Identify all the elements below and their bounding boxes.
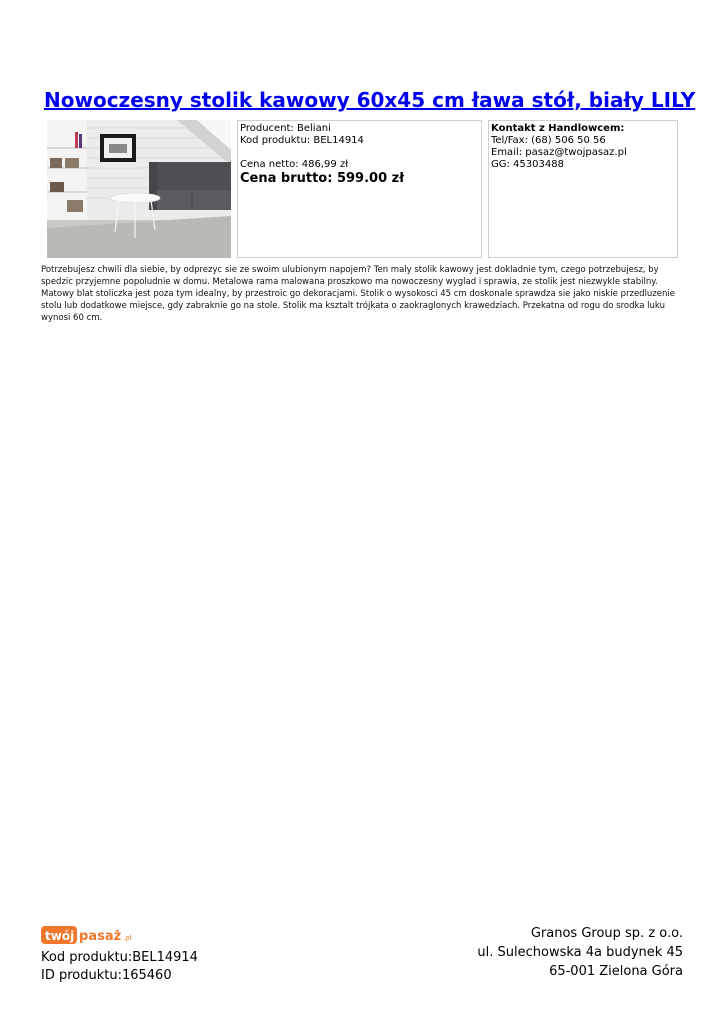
- footer-product-id: ID produktu:165460: [41, 968, 172, 983]
- product-info-box: [237, 120, 482, 258]
- price-net-text: Cena netto: 486,99 zł: [240, 159, 349, 170]
- contact-gg: GG: 45303488: [491, 159, 564, 170]
- company-name: Granos Group sp. z o.o.: [530, 926, 683, 941]
- svg-text:pasaż: pasaż: [79, 929, 122, 944]
- footer-product-code: Kod produktu:BEL14914: [41, 950, 198, 965]
- svg-text:twój: twój: [45, 929, 75, 943]
- product-title-link[interactable]: Nowoczesny stolik kawowy 60x45 cm ława stół, biały LILY: [44, 88, 696, 112]
- twojpasaz-logo: [41, 925, 137, 947]
- product-photo-image: [47, 120, 231, 258]
- contact-phone: Tel/Fax: (68) 506 50 56: [491, 135, 606, 146]
- price-gross-text: Cena brutto: 599.00 zł: [240, 171, 405, 186]
- contact-box: [488, 120, 678, 258]
- contact-email: Email: pasaz@twojpasaz.pl: [491, 147, 627, 158]
- contact-heading: Kontakt z Handlowcem:: [491, 123, 625, 134]
- svg-text:.pl: .pl: [123, 934, 132, 942]
- producer-text: Producent: Beliani: [240, 123, 331, 134]
- product-photo: [47, 120, 231, 258]
- product-code-text: Kod produktu: BEL14914: [240, 135, 364, 146]
- company-city: 65-001 Zielona Góra: [549, 964, 683, 979]
- footer-left: [41, 925, 198, 985]
- product-description: Potrzebujesz chwili dla siebie, by odprezyc sie ze swoim ulubionym napojem? Ten maly stolik kawowy jest dokladnie tym, czego potrzebujesz, by spedzic przyjemne popoludnie w domu. Metalowa rama malowana proszkowo ma nowoczesny wyglad i sprawia, ze stolik jest niezwykle stabilny. Matowy blat stoliczka jest poza tym idealny, by przestroic go dekoracjami. Stolik o wysokosci 45 cm doskonale sprawdza sie jako niskie przedluzenie stolu lub dodatkowe miejsce, gdy zabraknie go na stole. Stolik ma ksztalt trójkata o zaokraglonych krawedziach. Przekatna od rogu do srodka luku wynosi 60 cm.: [41, 265, 675, 323]
- company-address: [477, 924, 683, 981]
- company-street: ul. Sulechowska 4a budynek 45: [477, 945, 683, 960]
